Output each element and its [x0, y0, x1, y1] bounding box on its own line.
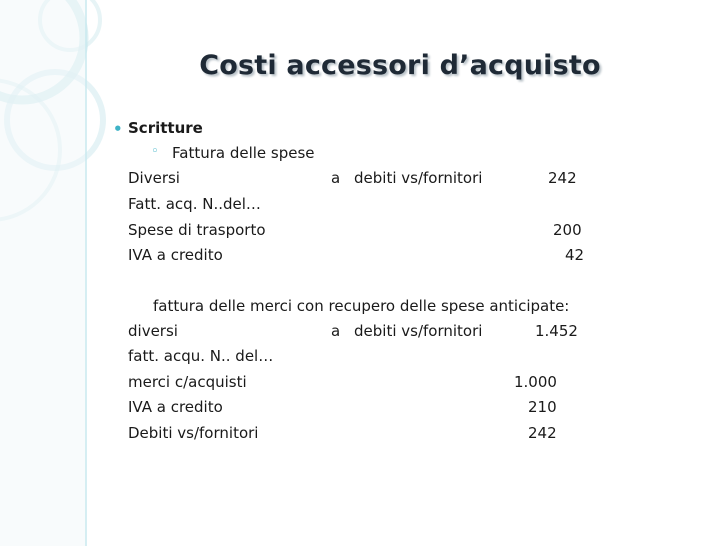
entry2-row1-a: a	[331, 322, 341, 340]
note-text: fattura delle merci con recupero delle spese anticipate:	[153, 297, 570, 315]
entry2-row1-account: diversi	[128, 322, 178, 340]
bullet-dot-icon: •	[113, 120, 123, 138]
entry2-row5-account: Debiti vs/fornitori	[128, 424, 259, 442]
bullet-label: Scritture	[128, 119, 203, 137]
entry2-row2-text: fatt. acqu. N.. del…	[128, 347, 274, 365]
sub-bullet-label: Fattura delle spese	[172, 144, 315, 162]
entry1-row1-amount: 242	[548, 169, 577, 187]
entry1-row4-account: IVA a credito	[128, 246, 223, 264]
entry1-row3-amount: 200	[553, 221, 582, 239]
entry1-row3-account: Spese di trasporto	[128, 221, 266, 239]
slide-title: Costi accessori d’acquisto	[199, 50, 601, 81]
entry2-row3-amount: 1.000	[514, 373, 557, 391]
entry1-row1-credit: debiti vs/fornitori	[354, 169, 483, 187]
entry2-row3-account: merci c/acquisti	[128, 373, 247, 391]
entry2-row4-amount: 210	[528, 398, 557, 416]
entry1-row1-account: Diversi	[128, 169, 180, 187]
entry2-row1-amount: 1.452	[535, 322, 578, 340]
entry1-row1-a: a	[331, 169, 341, 187]
bullet-scritture	[113, 119, 203, 138]
entry2-row1-credit: debiti vs/fornitori	[354, 322, 483, 340]
entry1-row2-text: Fatt. acq. N..del…	[128, 195, 261, 213]
entry1-row4-amount: 42	[565, 246, 585, 264]
entry2-row5-amount: 242	[528, 424, 557, 442]
sub-bullet-ring-icon: ◦	[151, 144, 159, 159]
entry2-row4-account: IVA a credito	[128, 398, 223, 416]
deco-vertical-band	[0, 0, 86, 546]
sub-bullet-fattura	[151, 144, 315, 162]
